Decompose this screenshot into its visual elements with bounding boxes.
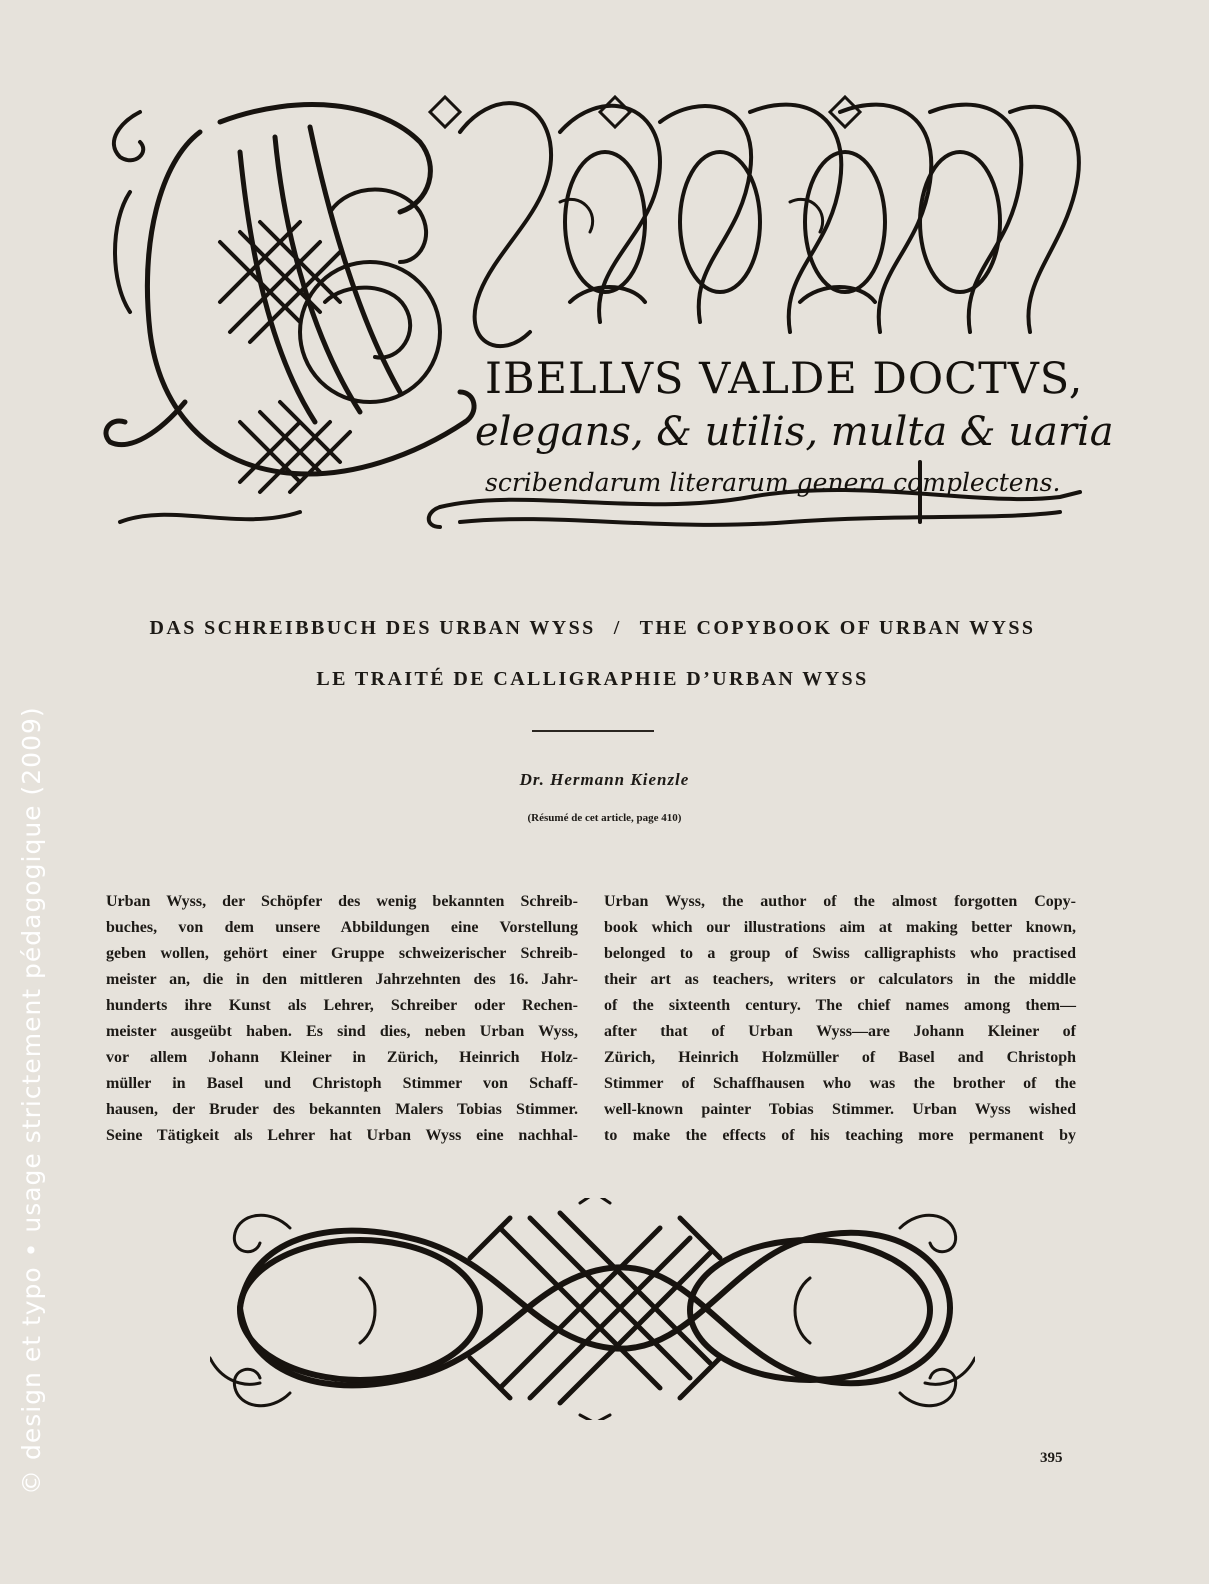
author-name: Dr. Hermann Kienzle bbox=[519, 770, 690, 789]
plate-line-1: IBELLVS VALDE DOCTVS, bbox=[485, 354, 1084, 404]
text-line: buches, von dem unsere Abbildungen eine Vorstellung bbox=[106, 919, 578, 936]
title-divider bbox=[532, 730, 654, 732]
column-german bbox=[106, 889, 578, 1149]
text-line: müller in Basel und Christoph Stimmer von Schaff- bbox=[106, 1075, 578, 1092]
plate-line-2: elegans, & utilis, multa & uaria bbox=[475, 409, 1114, 455]
text-line: hausen, der Bruder des bekannten Malers Tobias Stimmer. bbox=[106, 1101, 578, 1118]
resume-note: (Résumé de cet article, page 410) bbox=[527, 812, 682, 824]
text-line: Stimmer of Schaffhausen who was the brother of the bbox=[604, 1075, 1076, 1092]
text-line: Urban Wyss, the author of the almost forgotten Copy- bbox=[604, 893, 1076, 910]
text-line: Seine Tätigkeit als Lehrer hat Urban Wyss eine nachhal- bbox=[106, 1127, 578, 1144]
text-line: book which our illustrations aim at making better known, bbox=[604, 919, 1076, 936]
text-line: vor allem Johann Kleiner in Zürich, Heinrich Holz- bbox=[106, 1049, 578, 1066]
knotwork-ornament-illustration bbox=[210, 1198, 975, 1420]
calligraphic-header-plate bbox=[100, 92, 1114, 542]
text-line: geben wollen, gehört einer Gruppe schweizerischer Schreib- bbox=[106, 945, 578, 962]
column-english bbox=[604, 889, 1076, 1149]
text-line: Zürich, Heinrich Holzmüller of Basel and Christoph bbox=[604, 1049, 1076, 1066]
text-line: well-known painter Tobias Stimmer. Urban Wyss wished bbox=[604, 1101, 1076, 1118]
knotwork-ornament bbox=[210, 1198, 975, 1420]
text-line: after that of Urban Wyss—are Johann Kleiner of bbox=[604, 1023, 1076, 1040]
title-english: THE COPYBOOK OF URBAN WYSS bbox=[639, 617, 1036, 639]
text-line: to make the effects of his teaching more permanent by bbox=[604, 1127, 1076, 1144]
title-separator: / bbox=[613, 617, 622, 639]
plate-line-3: scribendarum literarum genera complectens. bbox=[485, 468, 1061, 497]
article-titles bbox=[100, 617, 1085, 691]
text-line: Urban Wyss, der Schöpfer des wenig bekannten Schreib- bbox=[106, 893, 578, 910]
text-line: belonged to a group of Swiss calligraphists who practised bbox=[604, 945, 1076, 962]
title-french: LE TRAITÉ DE CALLIGRAPHIE D’URBAN WYSS bbox=[316, 668, 869, 690]
text-line: meister ausgeübt haben. Es sind dies, neben Urban Wyss, bbox=[106, 1023, 578, 1040]
copyright-watermark: © design et typo • usage strictement pédagogique (2009) bbox=[17, 706, 46, 1495]
title-german: DAS SCHREIBBUCH DES URBAN WYSS bbox=[149, 617, 596, 639]
text-line: hunderts ihre Kunst als Lehrer, Schreiber oder Rechen- bbox=[106, 997, 578, 1014]
title-line-german-english bbox=[100, 617, 1085, 640]
page-number: 395 bbox=[1040, 1450, 1063, 1466]
text-line: of the sixteenth century. The chief names among them— bbox=[604, 997, 1076, 1014]
text-line: their art as teachers, writers or calculators in the middle bbox=[604, 971, 1076, 988]
text-line: meister an, die in den mittleren Jahrzehnten des 16. Jahr- bbox=[106, 971, 578, 988]
